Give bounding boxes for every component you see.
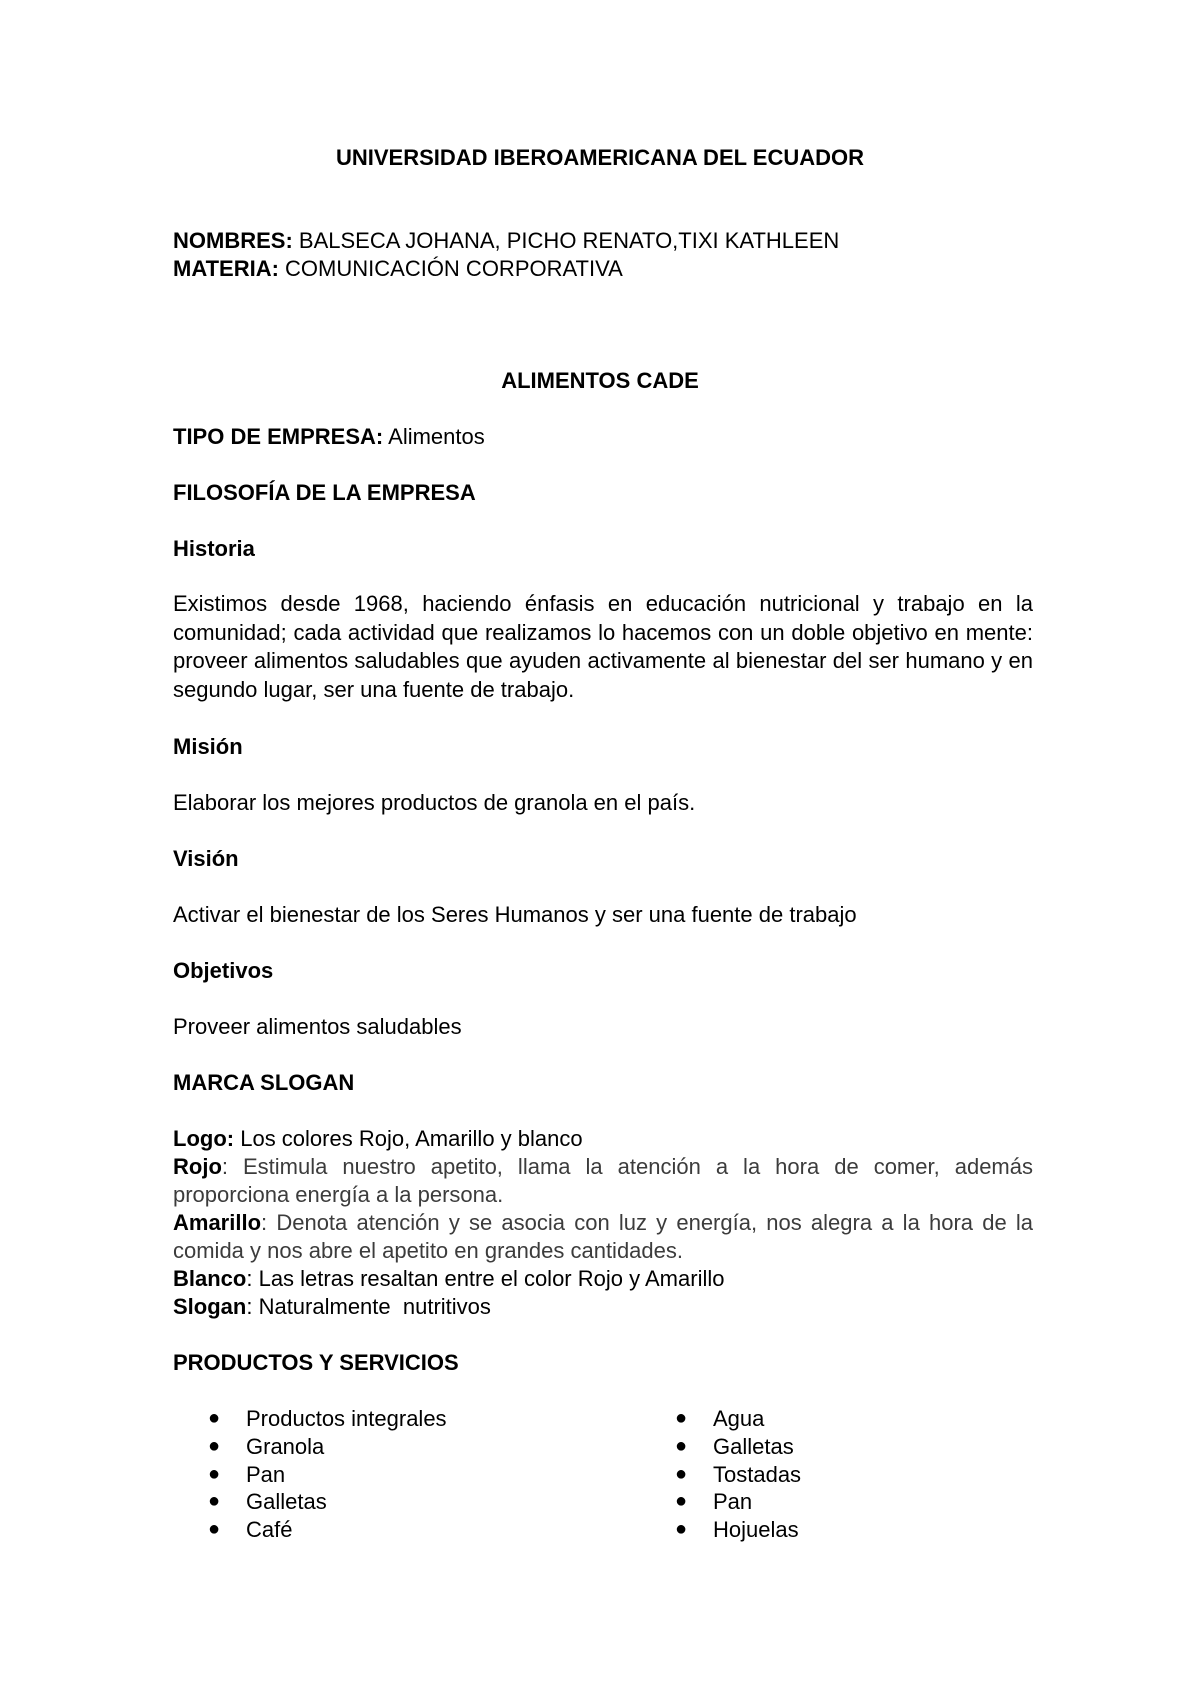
bullet-icon: ● <box>208 1490 221 1513</box>
list-item: ● Agua <box>675 1406 765 1431</box>
slogan-label: Slogan <box>173 1294 247 1319</box>
tipo-empresa-line <box>173 423 485 451</box>
bullet-icon: ● <box>208 1518 221 1541</box>
slogan-line <box>173 1293 491 1321</box>
list-item: ● Pan <box>208 1461 286 1487</box>
mision-heading: Misión <box>173 734 243 759</box>
productos-list-right <box>675 1405 802 1544</box>
filosofia-heading: FILOSOFÍA DE LA EMPRESA <box>173 480 476 505</box>
amarillo-text: : Denota atención y se asocia con luz y energía, nos alegra a la hora de la comida y nos abre el apetito en grandes cantidades. <box>173 1210 1033 1263</box>
slogan-text: : Naturalmente nutritivos <box>246 1294 491 1319</box>
nombres-line <box>173 227 839 255</box>
materia-label: MATERIA: <box>173 256 279 281</box>
tipo-empresa-value: Alimentos <box>388 424 485 449</box>
blanco-label: Blanco <box>173 1266 247 1291</box>
university-title: UNIVERSIDAD IBEROAMERICANA DEL ECUADOR <box>335 145 865 170</box>
list-item: ● Galletas <box>675 1433 794 1459</box>
list-item: ● Tostadas <box>675 1461 802 1487</box>
bullet-icon: ● <box>675 1518 688 1541</box>
rojo-label: Rojo <box>173 1154 222 1179</box>
productos-list-left <box>208 1405 447 1544</box>
list-item: ● Galletas <box>208 1489 327 1515</box>
bullet-icon: ● <box>675 1407 688 1429</box>
vision-text: Activar el bienestar de los Seres Humanos y ser una fuente de trabajo <box>173 902 857 927</box>
list-item: ● Productos integrales <box>208 1406 447 1431</box>
productos-heading: PRODUCTOS Y SERVICIOS <box>173 1350 459 1375</box>
amarillo-line <box>173 1209 1033 1265</box>
company-title: ALIMENTOS CADE <box>501 368 699 393</box>
objetivos-text: Proveer alimentos saludables <box>173 1014 462 1039</box>
logo-label: Logo: <box>173 1126 235 1151</box>
bullet-icon: ● <box>675 1462 688 1485</box>
bullet-icon: ● <box>675 1434 688 1457</box>
objetivos-heading: Objetivos <box>173 958 274 983</box>
vision-heading: Visión <box>173 846 239 871</box>
logo-text: Los colores Rojo, Amarillo y blanco <box>240 1126 583 1151</box>
tipo-empresa-label: TIPO DE EMPRESA: <box>173 424 384 449</box>
bullet-icon: ● <box>208 1434 221 1457</box>
bullet-icon: ● <box>675 1490 688 1513</box>
list-item: ● Pan <box>675 1489 753 1515</box>
mision-text: Elaborar los mejores productos de granola en el país. <box>173 790 696 815</box>
nombres-value: BALSECA JOHANA, PICHO RENATO,TIXI KATHLEEN <box>298 228 840 253</box>
rojo-text: : Estimula nuestro apetito, llama la atención a la hora de comer, además proporciona energía a la persona. <box>173 1154 1033 1207</box>
bullet-icon: ● <box>208 1407 221 1429</box>
blanco-text: : Las letras resaltan entre el color Rojo y Amarillo <box>246 1266 725 1291</box>
historia-paragraph: Existimos desde 1968, haciendo énfasis en educación nutricional y trabajo en la comunidad; cada actividad que realizamos lo hacemos con un doble objetivo en mente: proveer alimentos saludables que ayuden activamente al bienestar del ser humano y en segundo lugar, ser una fuente de trabajo. <box>173 591 1033 702</box>
materia-value: COMUNICACIÓN CORPORATIVA <box>285 256 623 281</box>
bullet-icon: ● <box>208 1462 221 1485</box>
nombres-label: NOMBRES: <box>173 228 293 253</box>
rojo-line <box>173 1153 1033 1209</box>
materia-line <box>173 255 623 283</box>
blanco-line <box>173 1265 724 1293</box>
marca-heading: MARCA SLOGAN <box>173 1070 355 1095</box>
list-item: ● Café <box>208 1517 293 1543</box>
logo-line <box>173 1125 583 1153</box>
list-item: ● Granola <box>208 1433 325 1459</box>
historia-heading: Historia <box>173 536 255 561</box>
amarillo-label: Amarillo <box>173 1210 262 1235</box>
list-item: ● Hojuelas <box>675 1517 799 1543</box>
